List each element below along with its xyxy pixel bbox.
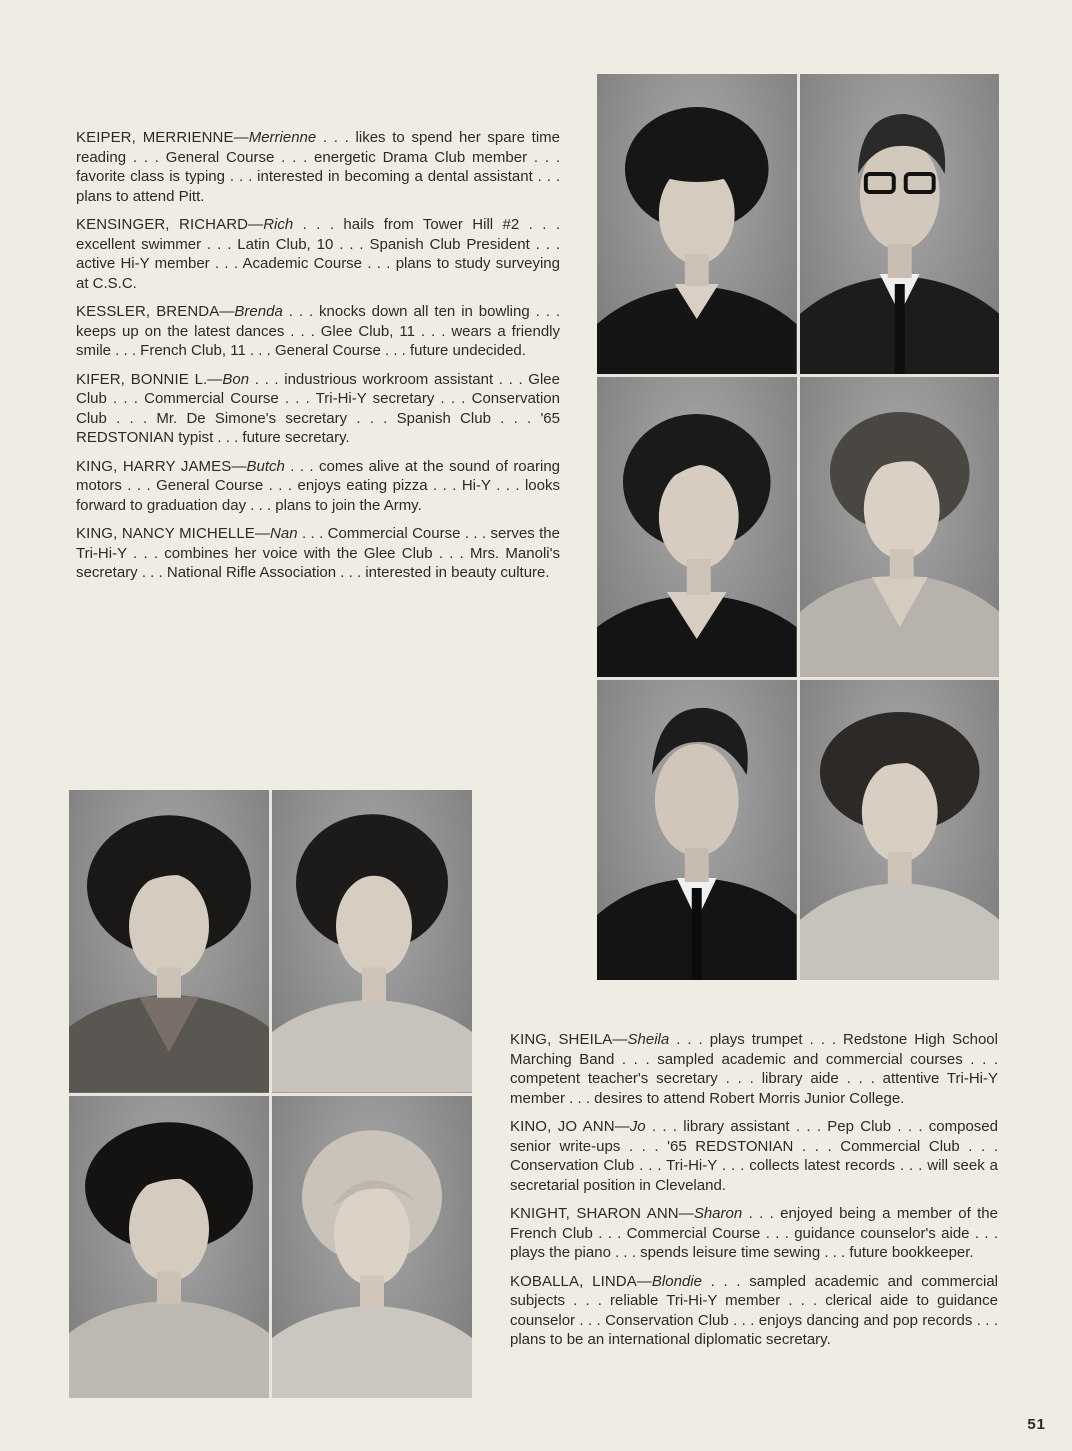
portrait-photo — [597, 680, 797, 980]
bio-entry: KIFER, BONNIE L.—Bon . . . industrious workroom assistant . . . Glee Club . . . Commercial Course . . . Tri-Hi-Y secretary . . . Conservation Club . . . Mr. De Simone's secretary . . . Spanish Club . . . '65 REDSTONIAN typist . . . future secretary. — [76, 370, 560, 446]
portrait-photo — [272, 790, 472, 1093]
portrait-photo — [800, 680, 1000, 980]
portrait-photo — [597, 377, 797, 677]
portrait-photo — [597, 74, 797, 374]
bios-bottom-column — [510, 1030, 998, 1359]
bio-entry: KNIGHT, SHARON ANN—Sharon . . . enjoyed being a member of the French Club . . . Commercial Course . . . guidance counselor's aide . . . plays the piano . . . spends leisure time sewing . . . future bookkeeper. — [510, 1205, 998, 1261]
portrait-grid-right — [597, 74, 999, 980]
portrait-photo — [800, 377, 1000, 677]
portrait-photo — [69, 1096, 269, 1399]
bio-entry: KESSLER, BRENDA—Brenda . . . knocks down all ten in bowling . . . keeps up on the latest dances . . . Glee Club, 11 . . . wears a friendly smile . . . French Club, 11 . . . General Course . . . future undecided. — [76, 303, 560, 359]
portrait-figure — [69, 790, 269, 1093]
page-number: 51 — [1027, 1416, 1046, 1433]
portrait-grid-left — [69, 790, 472, 1398]
portrait-figure — [597, 74, 797, 374]
portrait-photo — [800, 74, 1000, 374]
portrait-figure — [800, 680, 1000, 980]
portrait-figure — [597, 377, 797, 677]
portrait-figure — [800, 377, 1000, 677]
bio-entry: KEIPER, MERRIENNE—Merrienne . . . likes to spend her spare time reading . . . General Course . . . energetic Drama Club member . . . favorite class is typing . . . interested in becoming a dental assistant . . . plans to attend Pitt. — [76, 129, 560, 205]
portrait-photo — [69, 790, 269, 1093]
portrait-figure — [272, 1096, 472, 1399]
portrait-figure — [597, 680, 797, 980]
portrait-figure — [272, 790, 472, 1093]
bios-top-column — [76, 128, 560, 592]
bio-entry: KENSINGER, RICHARD—Rich . . . hails from Tower Hill #2 . . . excellent swimmer . . . Latin Club, 10 . . . Spanish Club President . . . active Hi-Y member . . . Academic Course . . . plans to study surveying at C.S.C. — [76, 216, 561, 292]
bio-entry: KOBALLA, LINDA—Blondie . . . sampled academic and commercial subjects . . . reliable Tri-Hi-Y member . . . clerical aide to guidance counselor . . . Conservation Club . . . enjoys dancing and pop records . . . plans to be an international diplomatic secretary. — [510, 1272, 998, 1348]
portrait-figure — [69, 1096, 269, 1399]
bio-entry: KING, HARRY JAMES—Butch . . . comes alive at the sound of roaring motors . . . General Course . . . enjoys eating pizza . . . Hi-Y . . . looks forward to graduation day . . . plans to join the Army. — [76, 457, 561, 514]
portrait-figure — [800, 74, 1000, 374]
bio-entry: KING, SHEILA—Sheila . . . plays trumpet . . . Redstone High School Marching Band . . . sampled academic and commercial courses . . . competent teacher's secretary . . . library aide . . . attentive Tri-Hi-Y member . . . desires to attend Robert Morris Junior College. — [510, 1031, 998, 1107]
bio-entry: KING, NANCY MICHELLE—Nan . . . Commercial Course . . . serves the Tri-Hi-Y . . . combines her voice with the Glee Club . . . Mrs. Manoli's secretary . . . National Rifle Association . . . interested in beauty culture. — [76, 525, 560, 581]
portrait-photo — [272, 1096, 472, 1399]
bio-entry: KINO, JO ANN—Jo . . . library assistant . . . Pep Club . . . composed senior write-ups . . . '65 REDSTONIAN . . . Commercial Club . . . Conservation Club . . . Tri-Hi-Y . . . collects latest records . . . will seek a secretarial position in Cleveland. — [510, 1118, 998, 1194]
